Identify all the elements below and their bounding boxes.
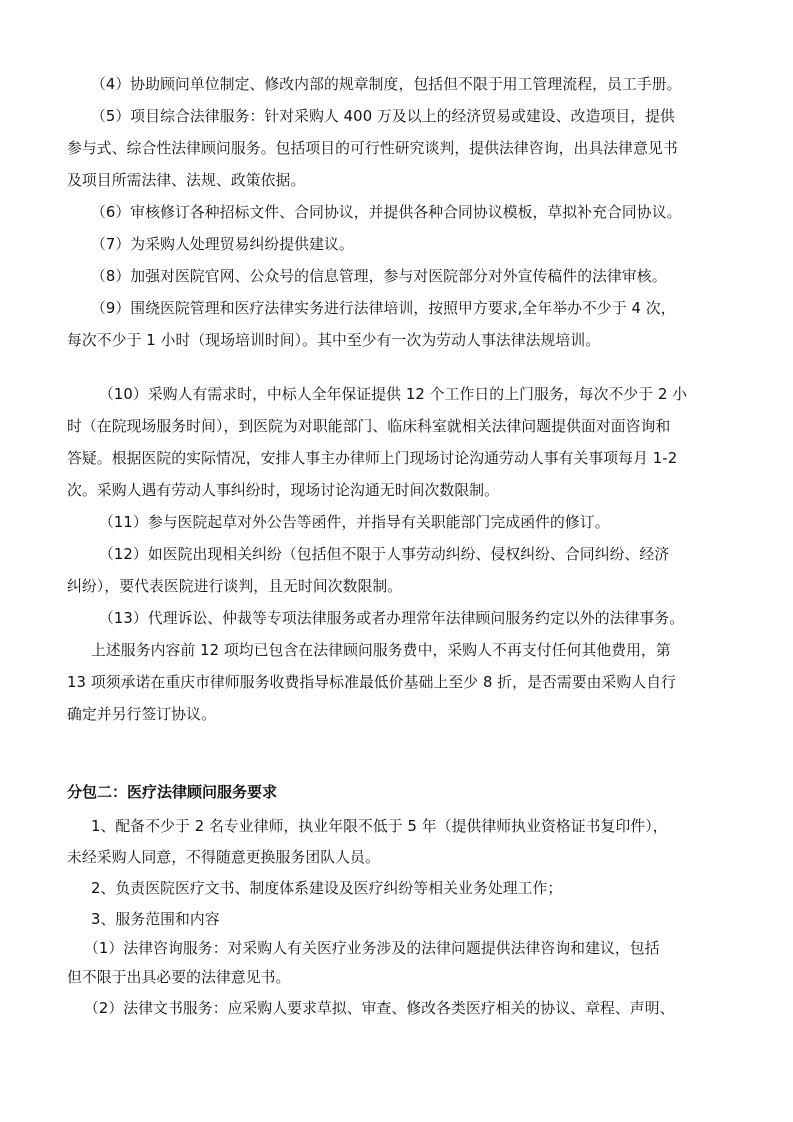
item-1-line-1: 1、配备不少于 2 名专业律师，执业年限不低于 5 年（提供律师执业资格证书复印件），: [91, 818, 668, 835]
paragraph-5-line-1: （5）项目综合法律服务：针对采购人 400 万及以上的经济贸易或建设、改造项目，提供: [91, 108, 675, 125]
paragraph-8: （8）加强对医院官网、公众号的信息管理，参与对医院部分对外宣传稿件的法律审核。: [91, 268, 667, 285]
paragraph-9-line-2: 每次不少于 1 小时（现场培训时间）。其中至少有一次为劳动人事法律法规培训。: [67, 332, 601, 349]
section-heading: 分包二：医疗法律顾问服务要求: [67, 783, 278, 801]
paragraph-5-line-2: 参与式、综合性法律顾问服务。包括项目的可行性研究谈判，提供法律咨询，出具法律意见书: [67, 140, 678, 157]
summary-line-1: 上述服务内容前 12 项均已包含在法律顾问服务费中，采购人不再支付任何其他费用，第: [91, 642, 671, 659]
paragraph-4: （4）协助顾问单位制定、修改内部的规章制度，包括但不限于用工管理流程，员工手册。: [91, 76, 682, 93]
paragraph-13: （13）代理诉讼、仲裁等专项法律服务或者办理常年法律顾问服务约定以外的法律事务。: [99, 610, 685, 627]
item-2: 2、负责医院医疗文书、制度体系建设及医疗纠纷等相关业务处理工作；: [91, 880, 563, 897]
paragraph-10-line-3: 答疑。根据医院的实际情况，安排人事主办律师上门现场讨论沟通劳动人事有关事项每月 1-2: [67, 450, 678, 467]
paragraph-9-line-1: （9）围绕医院管理和医疗法律实务进行法律培训，按照甲方要求,全年举办不少于 4 次，: [91, 300, 676, 317]
paragraph-10-line-4: 次。采购人遇有劳动人事纠纷时，现场讨论沟通无时间次数限制。: [67, 482, 500, 499]
paragraph-6: （6）审核修订各种招标文件、合同协议，并提供各种合同协议模板，草拟补充合同协议。: [91, 204, 682, 221]
paragraph-5-line-3: 及项目所需法律、法规、政策依据。: [67, 172, 306, 189]
summary-line-2: 13 项须承诺在重庆市律师服务收费指导标准最低价基础上至少 8 折，是否需要由采购人自行: [67, 674, 677, 691]
paragraph-12-line-2: 纠纷），要代表医院进行谈判，且无时间次数限制。: [67, 578, 403, 595]
paragraph-12-line-1: （12）如医院出现相关纠纷（包括但不限于人事劳动纠纷、侵权纠纷、合同纠纷、经济: [99, 546, 670, 563]
sub-item-1-line-2: 但不限于出具必要的法律意见书。: [67, 969, 291, 986]
paragraph-7: （7）为采购人处理贸易纠纷提供建议。: [91, 236, 354, 253]
sub-item-2-line-1: （2）法律文书服务：应采购人要求草拟、审查、修改各类医疗相关的协议、章程、声明、: [84, 1000, 675, 1017]
item-3: 3、服务范围和内容: [91, 911, 220, 928]
paragraph-11: （11）参与医院起草对外公告等函件，并指导有关职能部门完成函件的修订。: [99, 514, 610, 531]
paragraph-10-line-2: 时（在院现场服务时间），到医院为对职能部门、临床科室就相关法律问题提供面对面咨询和: [67, 418, 671, 435]
item-1-line-2: 未经采购人同意，不得随意更换服务团队人员。: [67, 849, 380, 866]
summary-line-3: 确定并另行签订协议。: [67, 706, 216, 723]
paragraph-10-line-1: （10）采购人有需求时，中标人全年保证提供 12 个工作日的上门服务，每次不少于 2 小: [99, 386, 688, 403]
sub-item-1-line-1: （1）法律咨询服务：对采购人有关医疗业务涉及的法律问题提供法律咨询和建议，包括: [84, 940, 660, 957]
